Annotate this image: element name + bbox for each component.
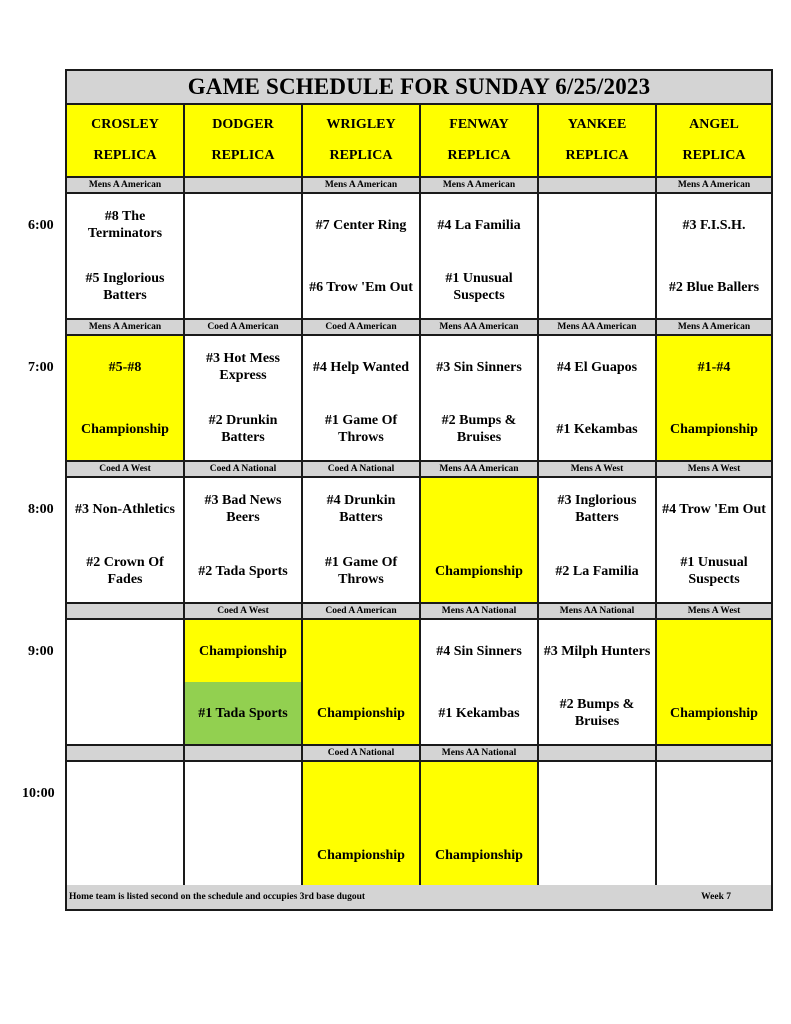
home-team: #2 Crown Of Fades [86,555,164,587]
home-team: #1 Kekambas [438,705,520,721]
game-cell [185,620,303,746]
game-cell [185,336,303,462]
footer-note: Home team is listed second on the schedule and occupies 3rd base dugout [69,892,366,902]
away-team: #3 Inglorious Batters [557,493,637,525]
division-label: Mens AA American [421,462,539,478]
field-header-yankee [539,105,657,178]
game-cell [185,194,303,320]
division-label [657,746,771,762]
time-label: 7:00 [28,360,54,375]
field-name: ANGEL [689,116,739,132]
home-team: Championship [317,705,405,721]
away-team [541,194,653,256]
home-team: #1 Game Of Throws [324,413,398,445]
home-team: #2 Bumps & Bruises [441,413,517,445]
time-label: 8:00 [28,502,54,517]
game-cell [421,762,539,888]
home-team: #5 Inglorious Batters [85,271,165,303]
field-type: REPLICA [682,148,746,164]
away-team: #4 Sin Sinners [436,643,522,659]
game-cell [303,336,421,462]
away-team: #4 La Familia [437,217,521,233]
division-label: Mens A American [67,320,185,336]
away-team [187,762,299,824]
division-label: Mens A American [303,178,421,194]
away-team [187,194,299,256]
division-label: Mens AA National [421,604,539,620]
division-label: Mens A American [421,178,539,194]
away-team: #3 Non-Athletics [75,501,175,517]
game-cell [539,336,657,462]
division-label: Coed A American [303,604,421,620]
game-cell [657,762,771,888]
game-cell [67,194,185,320]
away-team: #3 Sin Sinners [436,359,522,375]
home-team: #2 La Familia [555,563,639,579]
home-team [541,256,653,318]
home-team: #1 Unusual Suspects [445,271,513,303]
field-name: CROSLEY [91,116,159,132]
division-label: Mens AA National [539,604,657,620]
field-header-dodger [185,105,303,178]
away-team [541,762,653,824]
division-label: Coed A American [185,320,303,336]
away-team: #8 The Terminators [87,209,163,241]
division-label: Mens AA American [421,320,539,336]
schedule-table [65,69,773,911]
away-team: #4 Help Wanted [312,359,410,375]
home-team: #2 Drunkin Batters [208,413,278,445]
time-label: 10:00 [22,786,55,801]
division-label: Mens A West [657,604,771,620]
away-team: #5-#8 [108,359,142,375]
home-team [187,256,299,318]
game-cell [539,762,657,888]
game-cell [67,336,185,462]
field-name: FENWAY [449,116,509,132]
division-label: Mens A American [657,320,771,336]
division-label: Mens A West [657,462,771,478]
away-team: #3 F.I.S.H. [682,217,746,233]
field-type: REPLICA [565,148,629,164]
game-cell [657,478,771,604]
home-team [69,824,181,886]
away-team: #3 Hot Mess Express [206,351,280,383]
division-label: Coed A West [67,462,185,478]
home-team: Championship [670,421,758,437]
division-label: Mens A American [67,178,185,194]
away-team [69,620,181,682]
field-name: DODGER [212,116,274,132]
home-team: Championship [317,847,405,863]
away-team: #1-#4 [697,359,731,375]
field-header-fenway [421,105,539,178]
away-team: #4 Trow 'Em Out [662,501,766,517]
division-label: Coed A National [185,462,303,478]
time-label: 9:00 [28,644,54,659]
game-cell [657,620,771,746]
away-team [305,762,417,824]
division-label: Coed A National [303,462,421,478]
home-team: Championship [435,563,523,579]
game-cell [421,478,539,604]
away-team [423,478,535,540]
division-label: Coed A National [303,746,421,762]
home-team [69,682,181,744]
home-team: #1 Kekambas [556,421,638,437]
away-team [305,620,417,682]
game-cell [185,478,303,604]
division-label: Coed A American [303,320,421,336]
home-team [541,824,653,886]
field-type: REPLICA [447,148,511,164]
game-cell [67,620,185,746]
field-header-crosley [67,105,185,178]
away-team: #4 El Guapos [556,359,638,375]
field-type: REPLICA [211,148,275,164]
home-team: Championship [435,847,523,863]
division-label: Coed A West [185,604,303,620]
away-team: #4 Drunkin Batters [326,493,396,525]
field-type: REPLICA [329,148,393,164]
game-cell [421,620,539,746]
division-label: Mens A West [539,462,657,478]
game-cell [303,762,421,888]
game-cell [185,762,303,888]
home-team: #6 Trow 'Em Out [309,279,413,295]
home-team: #2 Tada Sports [198,563,288,579]
game-cell [303,194,421,320]
away-team [69,762,181,824]
game-cell [657,336,771,462]
game-cell [657,194,771,320]
game-cell [421,194,539,320]
game-cell [303,478,421,604]
game-cell [67,762,185,888]
schedule-title: GAME SCHEDULE FOR SUNDAY 6/25/2023 [67,71,771,105]
home-team: #1 Tada Sports [185,682,301,744]
away-team [659,620,769,682]
away-team: #3 Bad News Beers [204,493,282,525]
field-type: REPLICA [93,148,157,164]
away-team: Championship [185,620,301,682]
home-team: Championship [670,705,758,721]
field-header-wrigley [303,105,421,178]
field-header-angel [657,105,771,178]
game-cell [67,478,185,604]
game-cell [539,478,657,604]
schedule-footer [67,885,771,909]
away-team [659,762,769,824]
game-cell [421,336,539,462]
home-team: #1 Game Of Throws [324,555,398,587]
away-team: #7 Center Ring [315,217,407,233]
field-name: YANKEE [567,116,627,132]
footer-week: Week 7 [701,892,731,902]
away-team: #3 Milph Hunters [543,643,651,659]
game-cell [539,620,657,746]
division-label [539,178,657,194]
division-label [67,746,185,762]
time-label: 6:00 [28,218,54,233]
division-label [67,604,185,620]
game-cell [303,620,421,746]
home-team: Championship [81,421,169,437]
home-team: #1 Unusual Suspects [680,555,748,587]
game-cell [539,194,657,320]
division-label: Mens A American [657,178,771,194]
division-label [185,178,303,194]
home-team [659,824,769,886]
division-label [539,746,657,762]
division-label: Mens AA National [421,746,539,762]
field-name: WRIGLEY [326,116,396,132]
home-team [187,824,299,886]
division-label [185,746,303,762]
home-team: #2 Bumps & Bruises [559,697,635,729]
division-label: Mens AA American [539,320,657,336]
away-team [423,762,535,824]
home-team: #2 Blue Ballers [668,279,760,295]
